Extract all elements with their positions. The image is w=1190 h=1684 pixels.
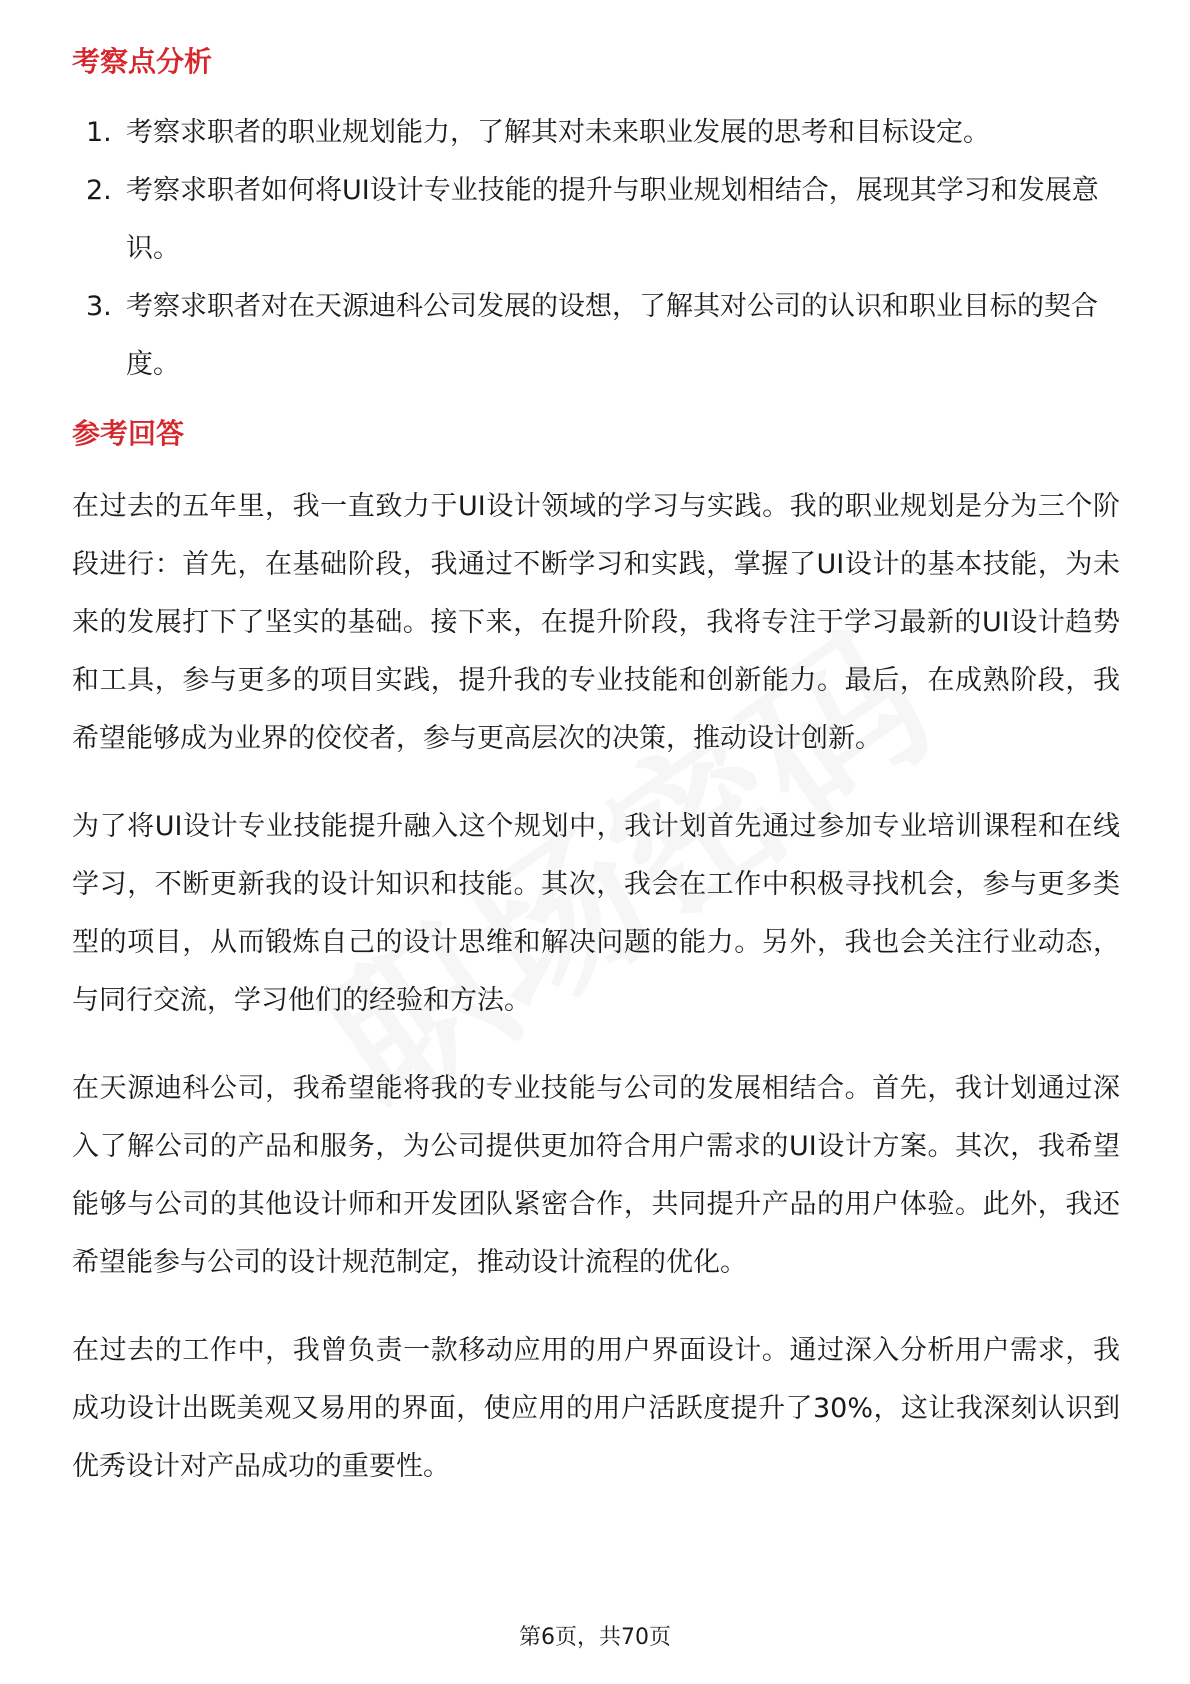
list-item-number: 1. <box>86 117 112 148</box>
list-item-number: 3. <box>86 291 112 322</box>
analysis-title: 考察点分析 <box>72 45 213 78</box>
list-item-text: 考察求职者如何将UI设计专业技能的提升与职业规划相结合，展现其学习和发展意识。 <box>126 175 1099 264</box>
list-item-text: 考察求职者对在天源迪科公司发展的设想，了解其对公司的认识和职业目标的契合度。 <box>126 291 1098 380</box>
analysis-points-list <box>72 104 1120 394</box>
answer-paragraph: 在过去的五年里，我一直致力于UI设计领域的学习与实践。我的职业规划是分为三个阶段进行：首先，在基础阶段，我通过不断学习和实践，掌握了UI设计的基本技能，为未来的发展打下了坚实的基础。接下来，在提升阶段，我将专注于学习最新的UI设计趋势和工具，参与更多的项目实践，提升我的专业技能和创新能力。最后，在成熟阶段，我希望能够成为业界的佼佼者，参与更高层次的决策，推动设计创新。 <box>72 491 1120 754</box>
answer-body <box>72 478 1120 1496</box>
list-item <box>72 104 1120 162</box>
list-item <box>72 278 1120 394</box>
answer-paragraph: 在过去的工作中，我曾负责一款移动应用的用户界面设计。通过深入分析用户需求，我成功设计出既美观又易用的界面，使应用的用户活跃度提升了30%，这让我深刻认识到优秀设计对产品成功的重要性。 <box>72 1335 1120 1482</box>
document-page <box>72 40 1120 1526</box>
list-item <box>72 162 1120 278</box>
page-number: 第6页，共70页 <box>519 1625 671 1650</box>
list-item-text: 考察求职者的职业规划能力，了解其对未来职业发展的思考和目标设定。 <box>126 117 990 148</box>
list-item-number: 2. <box>86 175 112 206</box>
answer-paragraph: 为了将UI设计专业技能提升融入这个规划中，我计划首先通过参加专业培训课程和在线学习，不断更新我的设计知识和技能。其次，我会在工作中积极寻找机会，参与更多类型的项目，从而锻炼自己的设计思维和解决问题的能力。另外，我也会关注行业动态，与同行交流，学习他们的经验和方法。 <box>72 811 1120 1016</box>
answer-title: 参考回答 <box>72 417 185 450</box>
answer-paragraph: 在天源迪科公司，我希望能将我的专业技能与公司的发展相结合。首先，我计划通过深入了解公司的产品和服务，为公司提供更加符合用户需求的UI设计方案。其次，我希望能够与公司的其他设计师和开发团队紧密合作，共同提升产品的用户体验。此外，我还希望能参与公司的设计规范制定，推动设计流程的优化。 <box>72 1073 1120 1278</box>
